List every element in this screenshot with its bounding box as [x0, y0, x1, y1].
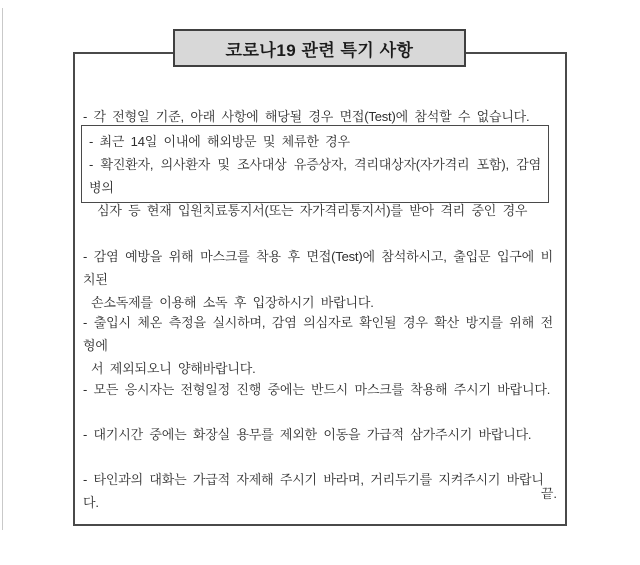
guideline-temperature — [83, 311, 553, 380]
guideline-line: 손소독제를 이용해 소독 후 입장하시기 바랍니다. — [91, 295, 374, 310]
notice-box — [73, 52, 567, 526]
guideline-line: - 대기시간 중에는 화장실 용무를 제외한 이동을 가급적 삼가주시기 바랍니다. — [83, 427, 532, 442]
guideline-mask-entry — [83, 245, 553, 314]
end-mark: 끝. — [540, 486, 557, 501]
guideline-line: 서 제외되오니 양해바랍니다. — [91, 361, 256, 376]
guideline-line: - 모든 응시자는 전형일정 진행 중에는 반드시 마스크를 착용해 주시기 바랍니다. — [83, 382, 551, 397]
notice-intro-line: - 각 전형일 기준, 아래 사항에 해당될 경우 면접(Test)에 참석할 수 없습니다. — [83, 109, 530, 124]
guideline-line: - 출입시 체온 측정을 실시하며, 감염 의심자로 확인될 경우 확산 방지를 위해 전형에 — [83, 315, 553, 353]
restriction-line: 심자 등 현재 입원치료통지서(또는 자가격리통지서)를 받아 격리 중인 경우 — [97, 203, 528, 218]
restriction-box — [81, 125, 549, 218]
guideline-conversation — [83, 468, 553, 514]
notice-title: 코로나19 관련 특기 사항 — [225, 40, 414, 60]
guideline-line: - 감염 예방을 위해 마스크를 착용 후 면접(Test)에 참석하시고, 출입문 입구에 비치된 — [83, 249, 553, 287]
guideline-mask-always — [83, 378, 553, 401]
restriction-line: - 최근 14일 이내에 해외방문 및 체류한 경우 — [89, 134, 350, 149]
guideline-waiting — [83, 423, 553, 446]
notice-title-box — [173, 29, 466, 67]
page-edge-line — [2, 8, 3, 530]
restriction-line: - 확진환자, 의사환자 및 조사대상 유증상자, 격리대상자(자가격리 포함), 감염병의 — [89, 157, 541, 195]
guideline-line: - 타인과의 대화는 가급적 자제해 주시기 바라며, 거리두기를 지켜주시기 바랍니다. — [83, 472, 544, 510]
